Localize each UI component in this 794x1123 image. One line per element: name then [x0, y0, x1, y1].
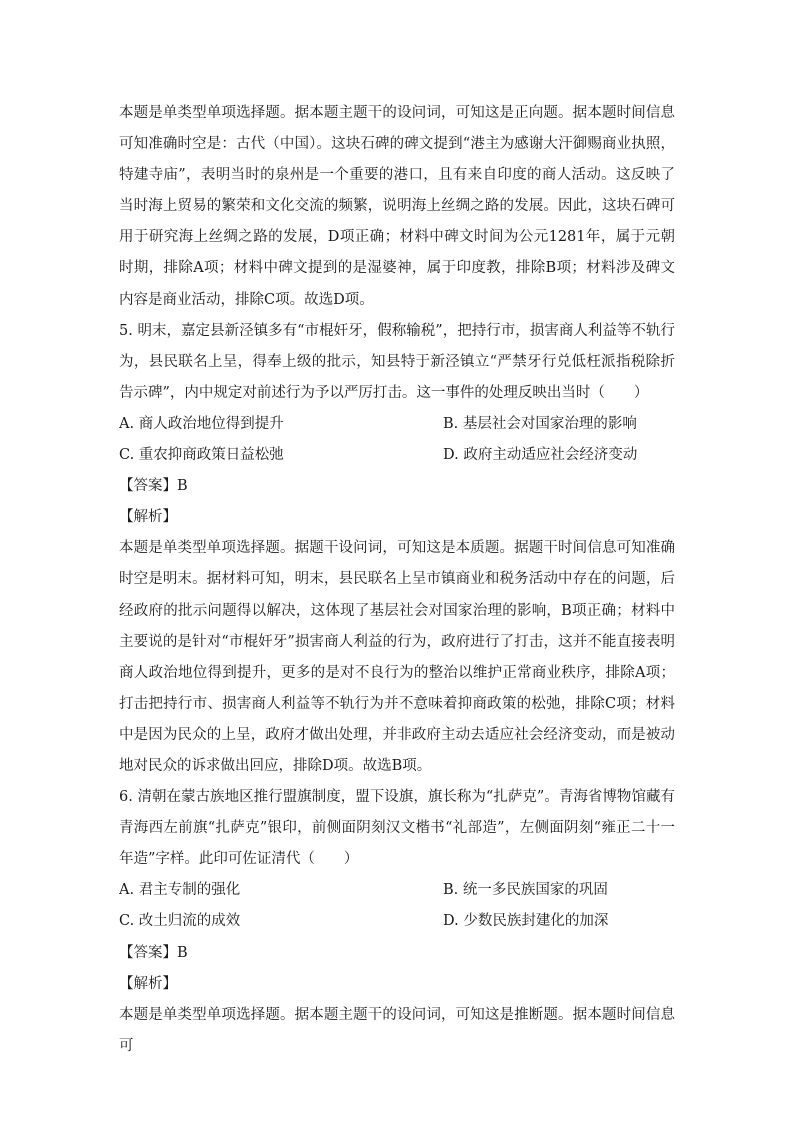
answer-option: C. 重农抑商政策日益松弛	[119, 447, 284, 464]
answer-option: A. 商人政治地位得到提升	[119, 415, 284, 432]
paragraph: 【解析】	[119, 975, 177, 992]
answer-option: D. 少数民族封建化的加深	[443, 913, 609, 930]
paragraph: 本题是单类型单项选择题。据本题主题干的设问词，可知这是正向题。据本题时间信息可知准确时空是：古代（中国）。这块石碑的碑文提到“港主为感谢大汗御赐商业执照，特建寺庙”，表明当时的泉州是一个重要的港口，且有来自印度的商人活动。这反映了当时海上贸易的繁荣和文化交流的频繁，说明海上丝绸之路的发展。因此，这块石碑可用于研究海上丝绸之路的发展，D项正确；材料中碑文时间为公元1281年，属于元朝时期，排除A项；材料中碑文提到的是湿婆神，属于印度教，排除B项；材料涉及碑文内容是商业活动，排除C项。故选D项。	[119, 105, 675, 308]
document-body	[119, 98, 675, 1062]
answer-option: A. 君主专制的强化	[119, 882, 241, 899]
answer-options	[119, 875, 675, 937]
paragraph: 本题是单类型单项选择题。据本题主题干的设问词，可知这是推断题。据本题时间信息可	[119, 1006, 675, 1054]
answer-option: D. 政府主动适应社会经济变动	[443, 447, 638, 464]
paragraph: 本题是单类型单项选择题。据题干设问词，可知这是本质题。据题干时间信息可知准确时空是明末。据材料可知，明末，县民联名上呈市镇商业和税务活动中存在的问题，后经政府的批示问题得以解决，这体现了基层社会对国家治理的影响，B项正确；材料中主要说的是针对“市棍奸牙”损害商人利益的行为，政府进行了打击，这并不能直接表明商人政治地位得到提升，更多的是对不良行为的整治以维护正常商业秩序，排除A项；打击把持行市、损害商人利益等不轨行为并不意味着抑商政策的松弛，排除C项；材料中是因为民众的上呈，政府才做出处理，并非政府主动去适应社会经济变动，而是被动地对民众的诉求做出回应，排除D项。故选B项。	[119, 540, 675, 774]
paragraph: 【答案】B	[119, 944, 188, 961]
paragraph: 6. 清朝在蒙古族地区推行盟旗制度，盟下设旗，旗长称为“扎萨克”。青海省博物馆藏有青海西左前旗“扎萨克”银印，前侧面阴刻汉文楷书“礼部造”，左侧面阴刻“雍正二十一年造”字样。此印可佐证清代（ ）	[119, 789, 675, 868]
paragraph: 5. 明末，嘉定县新泾镇多有“市棍奸牙，假称输税”，把持行市，损害商人利益等不轨行为，县民联名上呈，得奉上级的批示，知县特于新泾镇立“严禁牙行兑低枉派指税除折告示碑”，内中规定对前述行为予以严厉打击。这一事件的处理反映出当时（ ）	[119, 322, 675, 401]
answer-option: C. 改土归流的成效	[119, 913, 241, 930]
answer-option: B. 统一多民族国家的巩固	[443, 882, 608, 899]
answer-options	[119, 409, 675, 471]
answer-option: B. 基层社会对国家治理的影响	[443, 415, 637, 432]
paragraph: 【答案】B	[119, 478, 188, 495]
paragraph: 【解析】	[119, 509, 177, 526]
